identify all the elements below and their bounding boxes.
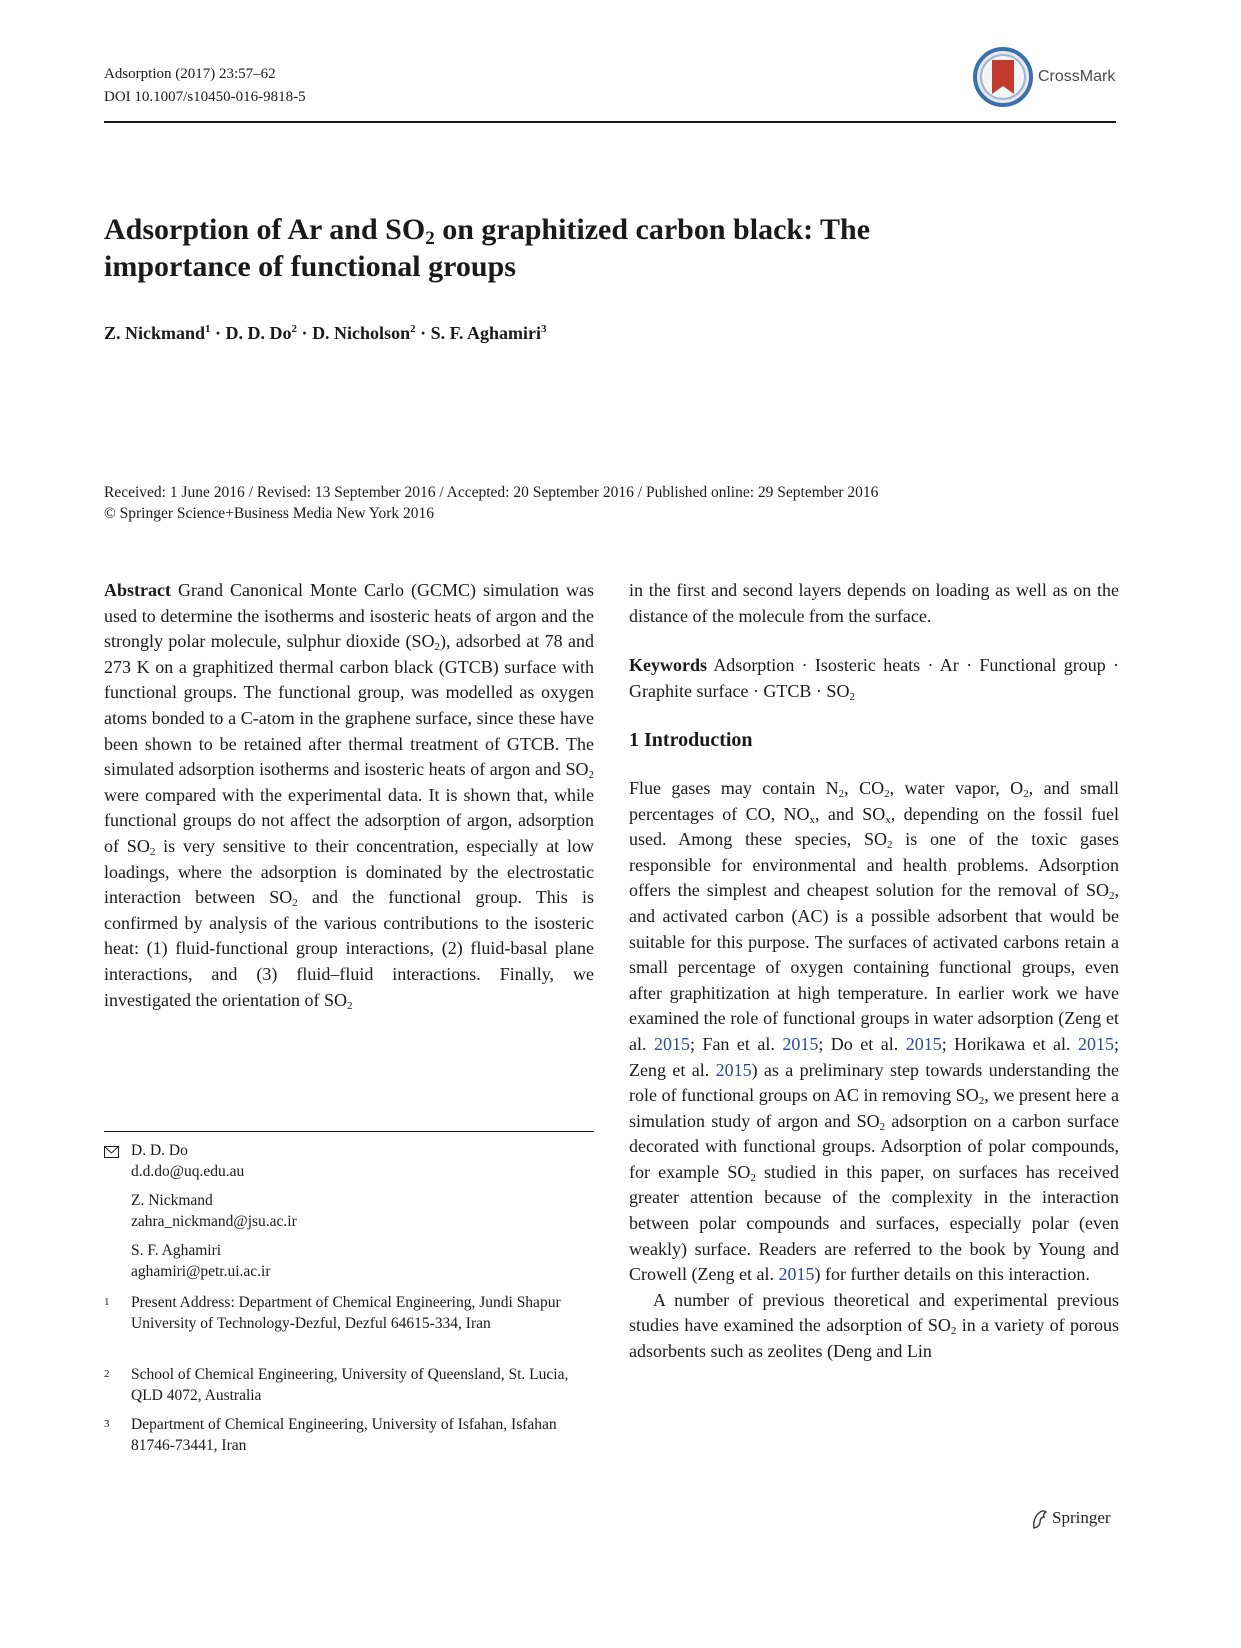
springer-logo: [1030, 1507, 1120, 1531]
copyright: © Springer Science+Business Media New York 2016: [104, 505, 435, 522]
header-divider: [104, 121, 1116, 123]
affiliation: Department of Chemical Engineering, University of Isfahan, Isfahan 81746-73441, Iran: [131, 1416, 557, 1454]
springer-horse-icon: [1030, 1508, 1050, 1530]
author-name: Z. Nickmand: [104, 323, 206, 343]
envelope-icon: [104, 1144, 119, 1165]
footnote-divider: [104, 1131, 594, 1132]
springer-wordmark: Springer: [1052, 1508, 1111, 1527]
paper-title: Adsorption of Ar and $SO_2$ on graphitized carbon black: The importance of functional groups: [104, 213, 871, 283]
contact-name: S. F. Aghamiri: [131, 1242, 222, 1259]
contact-name: D. D. Do: [131, 1142, 188, 1159]
contact-name: Z. Nickmand: [131, 1192, 213, 1209]
author-list: Z. Nickmand$^1$ · D. D. $Do^2 \cdot D$. Nicholson$^2$ · S. F. Aghamiri$^3$: [104, 323, 547, 343]
citation-link[interactable]: 2015: [715, 1059, 752, 1080]
crossmark-label: CrossMark: [1038, 68, 1116, 85]
contact-block: [131, 1141, 297, 1282]
contact-email[interactable]: zahra_nickmand@jsu.ac.ir: [131, 1212, 297, 1230]
footnote-number: 3: [104, 1418, 110, 1430]
section-heading: 1 Introduction: [629, 729, 753, 752]
contact-email[interactable]: d.d.do@uq.edu.au: [131, 1162, 245, 1180]
citation-link[interactable]: 2015: [905, 1033, 942, 1054]
citation-link[interactable]: 2015: [778, 1264, 815, 1285]
author-name: D. Nicholson: [312, 323, 411, 343]
contact-email[interactable]: aghamiri@petr.ui.ac.ir: [131, 1262, 271, 1280]
citation-link[interactable]: 2015: [782, 1033, 819, 1054]
author-name: D. D. Do: [225, 323, 292, 343]
abstract: Abstract Grand Canonical Monte Carlo (GCMC) simulation was used to determine the isotherms and isosteric heats of argon and the strongly polar molecule, sulphur dioxide $(SO_2)$, adsorbed at 78 and 273 K on a graphitized thermal carbon black (GTCB) surface with functional groups. The functional group, was modelled as oxygen atoms bonded to a C-atom in the graphene surface, since these have been shown to be retained after thermal treatment of GTCB. The simulated adsorption isotherms and isosteric heats of argon and $SO_2$ were compared with the experimental data. It is shown that, while functional groups do not affect the adsorption of argon, adsorption of $SO_2$ is very sensitive to their concentration, especially at low loadings, where the adsorption is dominated by the electrostatic interaction between $SO_2$ and the functional group. This is confirmed by analysis of the various contributions to the isosteric heat: (1) fluid-functional group interactions, (2) fluid-basal plane interactions, and (3) fluid–fluid interactions. Finally, we investigated the orientation of $SO_2$: [104, 580, 595, 1012]
intro-paragraph: Flue gases may contain $N_2$, $CO_2$, water vapor, $O_2$, and small percentages of CO, $NO_x$, and $SO_x$, depending on the fossil fuel used. Among these species, $SO_2$ is one of the toxic gases responsible for environmental and health problems. Adsorption offers the simplest and cheapest solution for the removal of $SO_2$, and activated carbon (AC) is a possible adsorbent that would be suitable for this purpose. The surfaces of activated carbons retain a small percentage of oxygen containing functional groups, even after graphitization at high temperature. In earlier work we have examined the role of functional groups in water adsorption (Zeng et al. 2015; Fan et al. 2015; Do et al. 2015; Horikawa et al. 2015; Zeng et al. 2015) as a preliminary step towards understanding the role of functional groups on AC in removing $SO_2$, we present here a simulation study of argon and $SO_2$ adsorption on a carbon surface decorated with functional groups. Adsorption of polar compounds, for example $SO_2$ studied in this paper, on surfaces has received greater attention because of the complexity in the interaction between polar compounds and surfaces, especially polar (even weakly) surface. Readers are referred to the book by Young and Crowell (Zeng et al. 2015) for further details on this interaction.: [629, 777, 1120, 1285]
publication-dates: Received: 1 June 2016 / Revised: 13 September 2016 / Accepted: 20 September 2016 / Published online: 29 September 2016: [104, 484, 879, 501]
abstract-label: Abstract: [104, 580, 171, 600]
journal-citation: Adsorption (2017) 23:57–62: [104, 66, 276, 82]
right-column: [629, 578, 1119, 1365]
crossmark-icon: [972, 46, 1036, 108]
keywords: Keywords Adsorption · Isosteric heats · Ar · Functional group · Graphite surface · GTCB · $SO_2$: [629, 655, 1119, 703]
affiliation: School of Chemical Engineering, University of Queensland, St. Lucia, QLD 4072, Australia: [131, 1366, 569, 1404]
footnote-number: 2: [104, 1368, 110, 1380]
intro-paragraph: A number of previous theoretical and experimental previous studies have examined the adsorption of $SO_2$ in a variety of porous adsorbents such as zeolites (Deng and Lin: [629, 1289, 1119, 1362]
affiliation: Present Address: Department of Chemical Engineering, Jundi Shapur University of Technology-Dezful, Dezful 64615-334, Iran: [131, 1294, 561, 1332]
doi[interactable]: DOI 10.1007/s10450-016-9818-5: [104, 89, 306, 105]
abstract-continuation: in the first and second layers depends on loading as well as on the distance of the molecule from the surface.: [629, 580, 1119, 626]
citation-link[interactable]: 2015: [1078, 1033, 1115, 1054]
author-name: S. F. Aghamiri: [430, 323, 541, 343]
footnote-number: 1: [104, 1296, 110, 1308]
citation-link[interactable]: 2015: [653, 1033, 690, 1054]
